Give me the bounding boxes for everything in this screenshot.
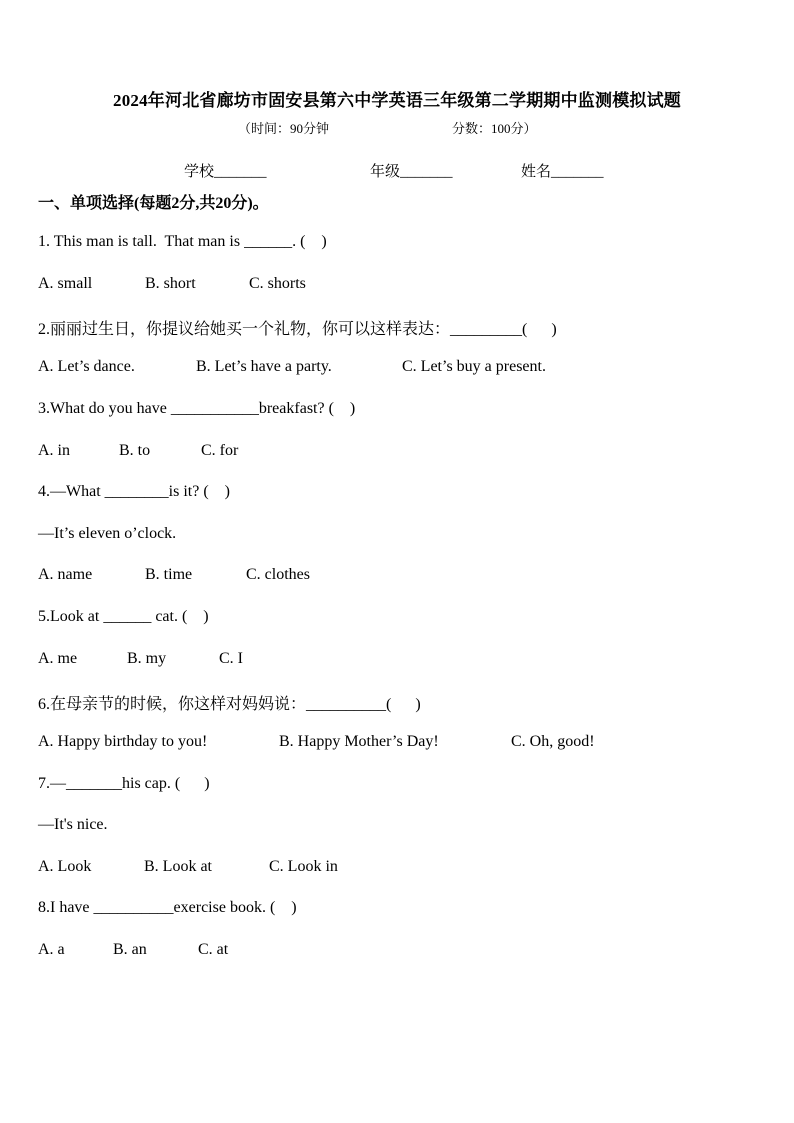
question-5-stem: 5.Look at ______ cat. ( ) (38, 608, 209, 625)
question-3-stem: 3.What do you have ___________breakfast? ( ) (38, 400, 356, 417)
question-4-option-b: B. time (145, 566, 193, 583)
question-5-option-a: A. me (38, 650, 78, 667)
name-field: 姓名_______ (521, 164, 604, 180)
question-1-option-b: B. short (145, 275, 196, 292)
question-8-option-c: C. at (198, 941, 229, 958)
question-7-option-a: A. Look (38, 858, 92, 875)
question-2-stem: 2.丽丽过生日，你提议给她买一个礼物，你可以这样表达：_________( ) (38, 321, 557, 338)
school-field: 学校_______ (184, 164, 267, 180)
section-heading: 一、单项选择(每题2分,共20分)。 (38, 195, 269, 212)
question-4-stem: 4.—What ________is it? ( ) (38, 483, 230, 500)
question-4-option-a: A. name (38, 566, 93, 583)
grade-field: 年级_______ (370, 164, 453, 180)
question-2-options (38, 358, 546, 376)
question-2-option-a: A. Let’s dance. (38, 358, 135, 375)
question-3-options (38, 442, 238, 460)
question-6-options (38, 733, 595, 751)
question-5-option-c: C. I (219, 650, 243, 667)
question-4-options (38, 566, 310, 584)
question-7-dialogue: —It's nice. (38, 816, 108, 833)
question-2-option-c: C. Let’s buy a present. (402, 358, 546, 375)
question-8-options (38, 941, 228, 959)
question-1-option-a: A. small (38, 275, 93, 292)
question-3-option-b: B. to (119, 442, 151, 459)
question-8-option-a: A. a (38, 941, 65, 958)
exam-score: 分数：100分） (452, 121, 537, 136)
question-5-options (38, 650, 243, 668)
exam-time: （时间：90分钟 (238, 121, 330, 136)
question-8-stem: 8.I have __________exercise book. ( ) (38, 899, 297, 916)
question-2-option-b: B. Let’s have a party. (196, 358, 332, 375)
question-1-option-c: C. shorts (249, 275, 306, 292)
question-8-option-b: B. an (113, 941, 147, 958)
question-6-option-b: B. Happy Mother’s Day! (279, 733, 439, 750)
question-1-stem: 1. This man is tall. That man is ______. ( ) (38, 233, 327, 250)
question-7-stem: 7.—_______his cap. ( ) (38, 775, 210, 792)
question-7-options (38, 858, 338, 876)
question-6-stem: 6.在母亲节的时候，你这样对妈妈说：__________( ) (38, 696, 421, 713)
exam-title: 2024年河北省廊坊市固安县第六中学英语三年级第二学期期中监测模拟试题 (113, 91, 681, 110)
question-7-option-b: B. Look at (144, 858, 212, 875)
question-4-option-c: C. clothes (246, 566, 310, 583)
question-6-option-c: C. Oh, good! (511, 733, 595, 750)
question-6-option-a: A. Happy birthday to you! (38, 733, 208, 750)
question-3-option-c: C. for (201, 442, 239, 459)
question-1-options (38, 275, 306, 293)
question-7-option-c: C. Look in (269, 858, 338, 875)
question-3-option-a: A. in (38, 442, 70, 459)
question-5-option-b: B. my (127, 650, 167, 667)
question-4-dialogue: —It’s eleven o’clock. (38, 525, 177, 542)
